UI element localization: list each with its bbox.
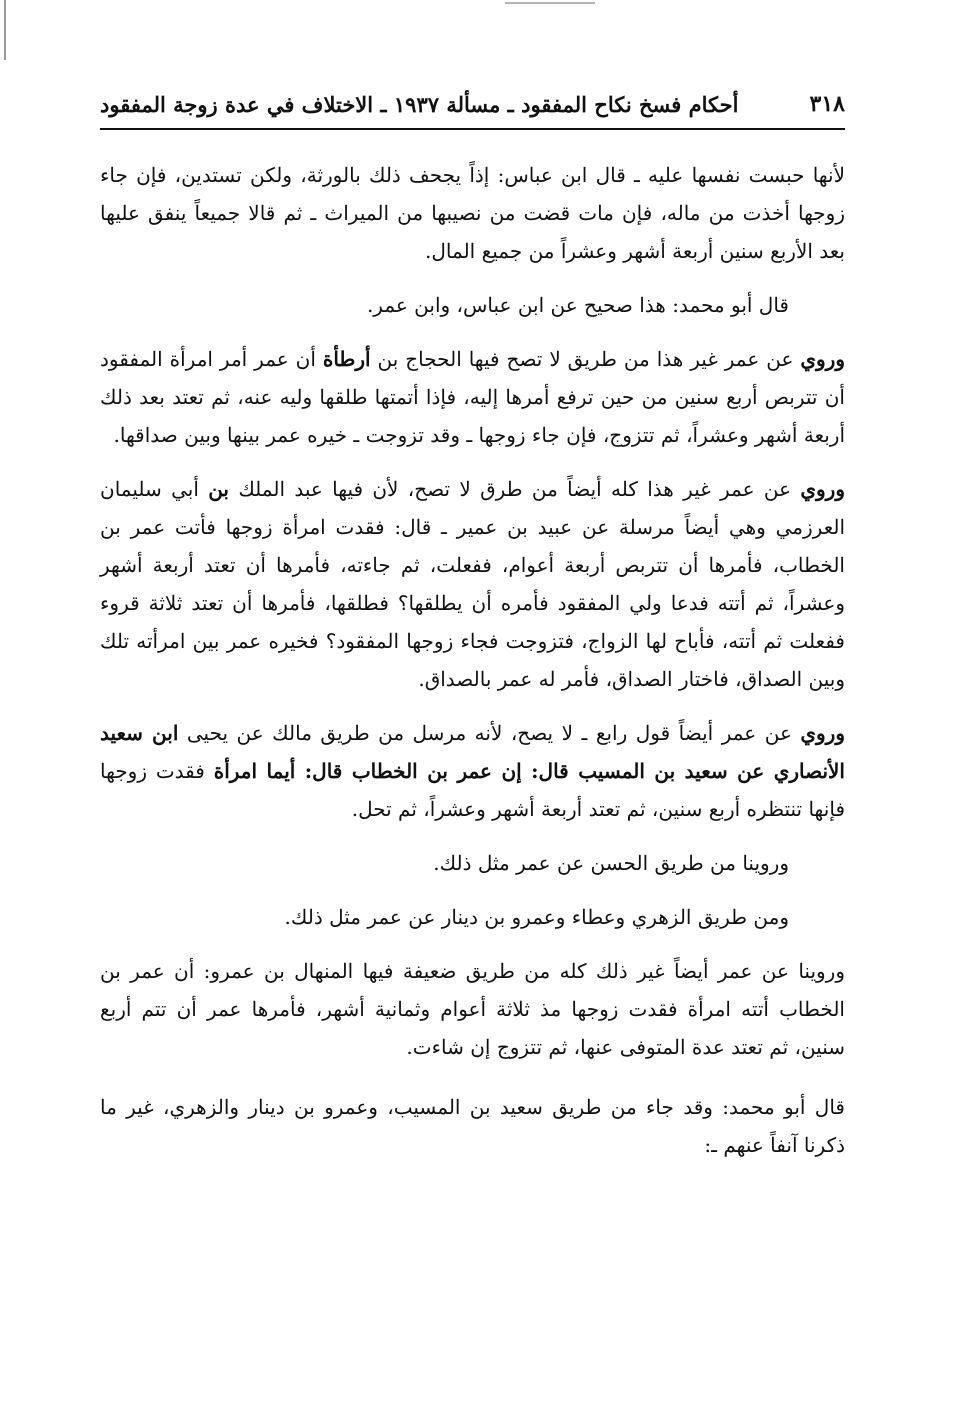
paragraph-6: وروينا من طريق الحسن عن عمر مثل ذلك. [433,851,789,875]
paragraph-4-text-b: أبي سليمان العرزمي وهي أيضاً مرسلة عن عبيد بن عمير ـ قال: فقدت امرأة زوجها فأتت عمر بن الخطاب، فأمرها أن تتربص أربعة أعوام، ففعلت، ثم جاءته، فأمرها أن تعتد أربعة أشهر وعشراً، ثم أتته فدعا ولي المفقود فأمره أن يطلقها؟ فطلقها، فأمرها أن تعتد ثلاثة قروء ففعلت ثم أتته، فأباح لها الزواج، فتزوجت فجاء زوجها المفقود؟ فخيره عمر بين امرأته تلك وبين الصداق، فاختار الصداق، فأمر له عمر بالصداق. [100,477,845,691]
paragraph-3 [100,340,845,454]
paragraph-5-emphasis: ابن سعيد الأنصاري عن سعيد بن المسيب قال: إن عمر بن الخطاب قال: أيما امرأة [100,721,845,783]
paragraph-4-lead: وروي [800,477,845,501]
page-header [100,86,845,122]
paragraph-4 [100,470,845,698]
scan-edge-top [505,2,595,4]
paragraph-5 [100,714,845,828]
paragraph-3-text-b: أن عمر أمر امرأة المفقود أن تتربص أربع سنين من حين ترفع أمرها إليه، فإذا أتمتها طلقها وليه عنه، ثم تعتد بعد ذلك أربعة أشهر وعشراً، ثم تتزوج، فإن جاء زوجها ـ وقد تزوجت ـ خيره عمر بينها وبين صداقها. [100,347,845,447]
page-number: ٣١٨ [809,91,845,117]
paragraph-9: قال أبو محمد: وقد جاء من طريق سعيد بن المسيب، وعمرو بن دينار والزهري، غير ما ذكرنا آنفاً عنهم ـ: [100,1095,845,1157]
scan-edge-left [4,0,6,60]
paragraph-3-text-a: عن عمر غير هذا من طريق لا تصح فيها الحجاج بن [370,347,801,371]
paragraph-5-text-a: عن عمر أيضاً قول رابع ـ لا يصح، لأنه مرسل من طريق مالك عن يحيى [178,721,801,745]
header-rule [100,128,845,130]
page-body [100,156,845,1180]
paragraph-4-emphasis: بن [208,477,229,501]
paragraph-5-lead: وروي [800,721,845,745]
paragraph-5-text-b: فقدت زوجها فإنها تنتظره أربع سنين، ثم تعتد أربعة أشهر وعشراً، ثم تحل. [100,759,845,821]
paragraph-2: قال أبو محمد: هذا صحيح عن ابن عباس، وابن عمر. [366,293,789,317]
paragraph-3-emphasis: أرطأة [322,347,371,371]
paragraph-7: ومن طريق الزهري وعطاء وعمرو بن دينار عن عمر مثل ذلك. [284,905,789,929]
paragraph-4-text-a: عن عمر غير هذا كله أيضاً من طرق لا تصح، لأن فيها عبد الملك [229,477,801,501]
paragraph-3-lead: وروي [800,347,845,371]
paragraph-8: وروينا عن عمر أيضاً غير ذلك كله من طريق ضعيفة فيها المنهال بن عمرو: أن عمر بن الخطاب أتته امرأة فقدت زوجها مذ ثلاثة أعوام وثمانية أشهر، فأمرها عمر أن تتم أربع سنين، ثم تعتد عدة المتوفى عنها، ثم تتزوج إن شاءت. [100,959,845,1059]
running-title: أحكام فسخ نكاح المفقود ـ مسألة ١٩٣٧ ـ الاختلاف في عدة زوجة المفقود [100,91,739,117]
paragraph-1: لأنها حبست نفسها عليه ـ قال ابن عباس: إذاً يجحف ذلك بالورثة، ولكن تستدين، فإن جاء زوجها أخذت من ماله، فإن مات قضت من نصيبها من الميراث ـ ثم قالا جميعاً ينفق عليها بعد الأربع سنين أربعة أشهر وعشراً من جميع المال. [100,163,845,263]
